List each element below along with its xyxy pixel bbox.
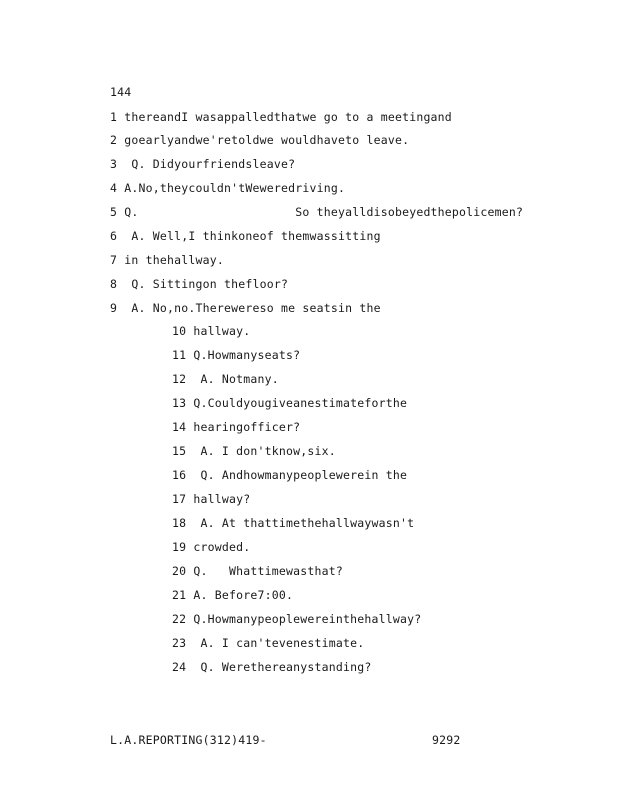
transcript-line-5: 5 Q. So theyalldisobeyedthepolicemen? [110, 205, 524, 219]
transcript-line-15: 15 A. I don'tknow,six. [172, 444, 336, 458]
transcript-line-3: 3 Q. Didyourfriendsleave? [110, 157, 296, 171]
transcript-line-21: 21 A. Before7:00. [172, 588, 294, 602]
transcript-line-2: 2 goearlyandwe'retoldwe wouldhaveto leave. [110, 133, 410, 147]
transcript-line-19: 19 crowded. [172, 540, 251, 554]
transcript-line-6: 6 A. Well,I thinkoneof themwassitting [110, 229, 381, 243]
transcript-line-14: 14 hearingofficer? [172, 420, 301, 434]
page-number: 144 [110, 85, 132, 99]
transcript-line-7: 7 in thehallway. [110, 253, 224, 267]
transcript-line-11: 11 Q.Howmanyseats? [172, 348, 301, 362]
transcript-line-9: 9 A. No,no.Therewereso me seatsin the [110, 301, 381, 315]
transcript-line-10: 10 hallway. [172, 324, 251, 338]
transcript-line-4: 4 A.No,theycouldn'tWeweredriving. [110, 181, 346, 195]
transcript-line-1: 1 thereandI wasappalledthatwe go to a meetingand [110, 110, 452, 124]
footer-phone-suffix: 9292 [432, 733, 461, 747]
transcript-line-24: 24 Q. Werethereanystanding? [172, 660, 372, 674]
transcript-line-16: 16 Q. Andhowmanypeoplewerein the [172, 468, 408, 482]
transcript-line-13: 13 Q.Couldyougiveanestimateforthe [172, 396, 408, 410]
transcript-line-18: 18 A. At thattimethehallwaywasn't [172, 516, 415, 530]
transcript-line-22: 22 Q.Howmanypeoplewereinthehallway? [172, 612, 422, 626]
transcript-line-12: 12 A. Notmany. [172, 372, 279, 386]
transcript-line-8: 8 Q. Sittingon thefloor? [110, 277, 289, 291]
transcript-line-17: 17 hallway? [172, 492, 251, 506]
transcript-line-23: 23 A. I can'tevenestimate. [172, 636, 365, 650]
transcript-line-20: 20 Q. Whattimewasthat? [172, 564, 343, 578]
footer-reporter: L.A.REPORTING(312)419- [110, 733, 267, 747]
